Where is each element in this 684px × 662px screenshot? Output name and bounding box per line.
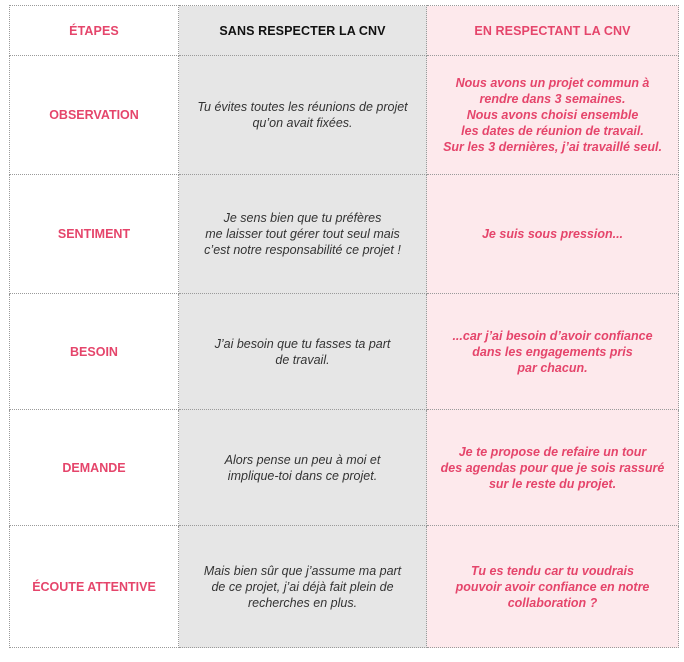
- step-label: SENTIMENT: [10, 175, 179, 294]
- step-label: BESOIN: [10, 294, 179, 410]
- table-row-demande: [10, 410, 679, 526]
- step-label: ÉCOUTE ATTENTIVE: [10, 526, 179, 648]
- with-cnv-text: Je suis sous pression...: [427, 175, 679, 294]
- with-cnv-text: ...car j’ai besoin d’avoir confiance dans les engagements pris par chacun.: [427, 294, 679, 410]
- without-cnv-text: Je sens bien que tu préfères me laisser tout gérer tout seul mais c’est notre responsabilité ce projet !: [179, 175, 427, 294]
- without-cnv-text: Tu évites toutes les réunions de projet qu’on avait fixées.: [179, 56, 427, 175]
- header-row: [10, 6, 679, 56]
- without-cnv-text: Alors pense un peu à moi et implique-toi dans ce projet.: [179, 410, 427, 526]
- header-steps: ÉTAPES: [10, 6, 179, 56]
- table-row-besoin: [10, 294, 679, 410]
- table-row-observation: [10, 56, 679, 175]
- with-cnv-text: Nous avons un projet commun à rendre dans 3 semaines. Nous avons choisi ensemble les dates de réunion de travail. Sur les 3 dernières, j’ai travaillé seul.: [427, 56, 679, 175]
- header-without-cnv: SANS RESPECTER LA CNV: [179, 6, 427, 56]
- cnv-comparison-table: [9, 5, 679, 648]
- with-cnv-text: Tu es tendu car tu voudrais pouvoir avoir confiance en notre collaboration ?: [427, 526, 679, 648]
- step-label: DEMANDE: [10, 410, 179, 526]
- without-cnv-text: J’ai besoin que tu fasses ta part de travail.: [179, 294, 427, 410]
- without-cnv-text: Mais bien sûr que j’assume ma part de ce projet, j’ai déjà fait plein de recherches en plus.: [179, 526, 427, 648]
- step-label: OBSERVATION: [10, 56, 179, 175]
- header-with-cnv: EN RESPECTANT LA CNV: [427, 6, 679, 56]
- table-row-sentiment: [10, 175, 679, 294]
- table-row-ecoute-attentive: [10, 526, 679, 648]
- with-cnv-text: Je te propose de refaire un tour des agendas pour que je sois rassuré sur le reste du projet.: [427, 410, 679, 526]
